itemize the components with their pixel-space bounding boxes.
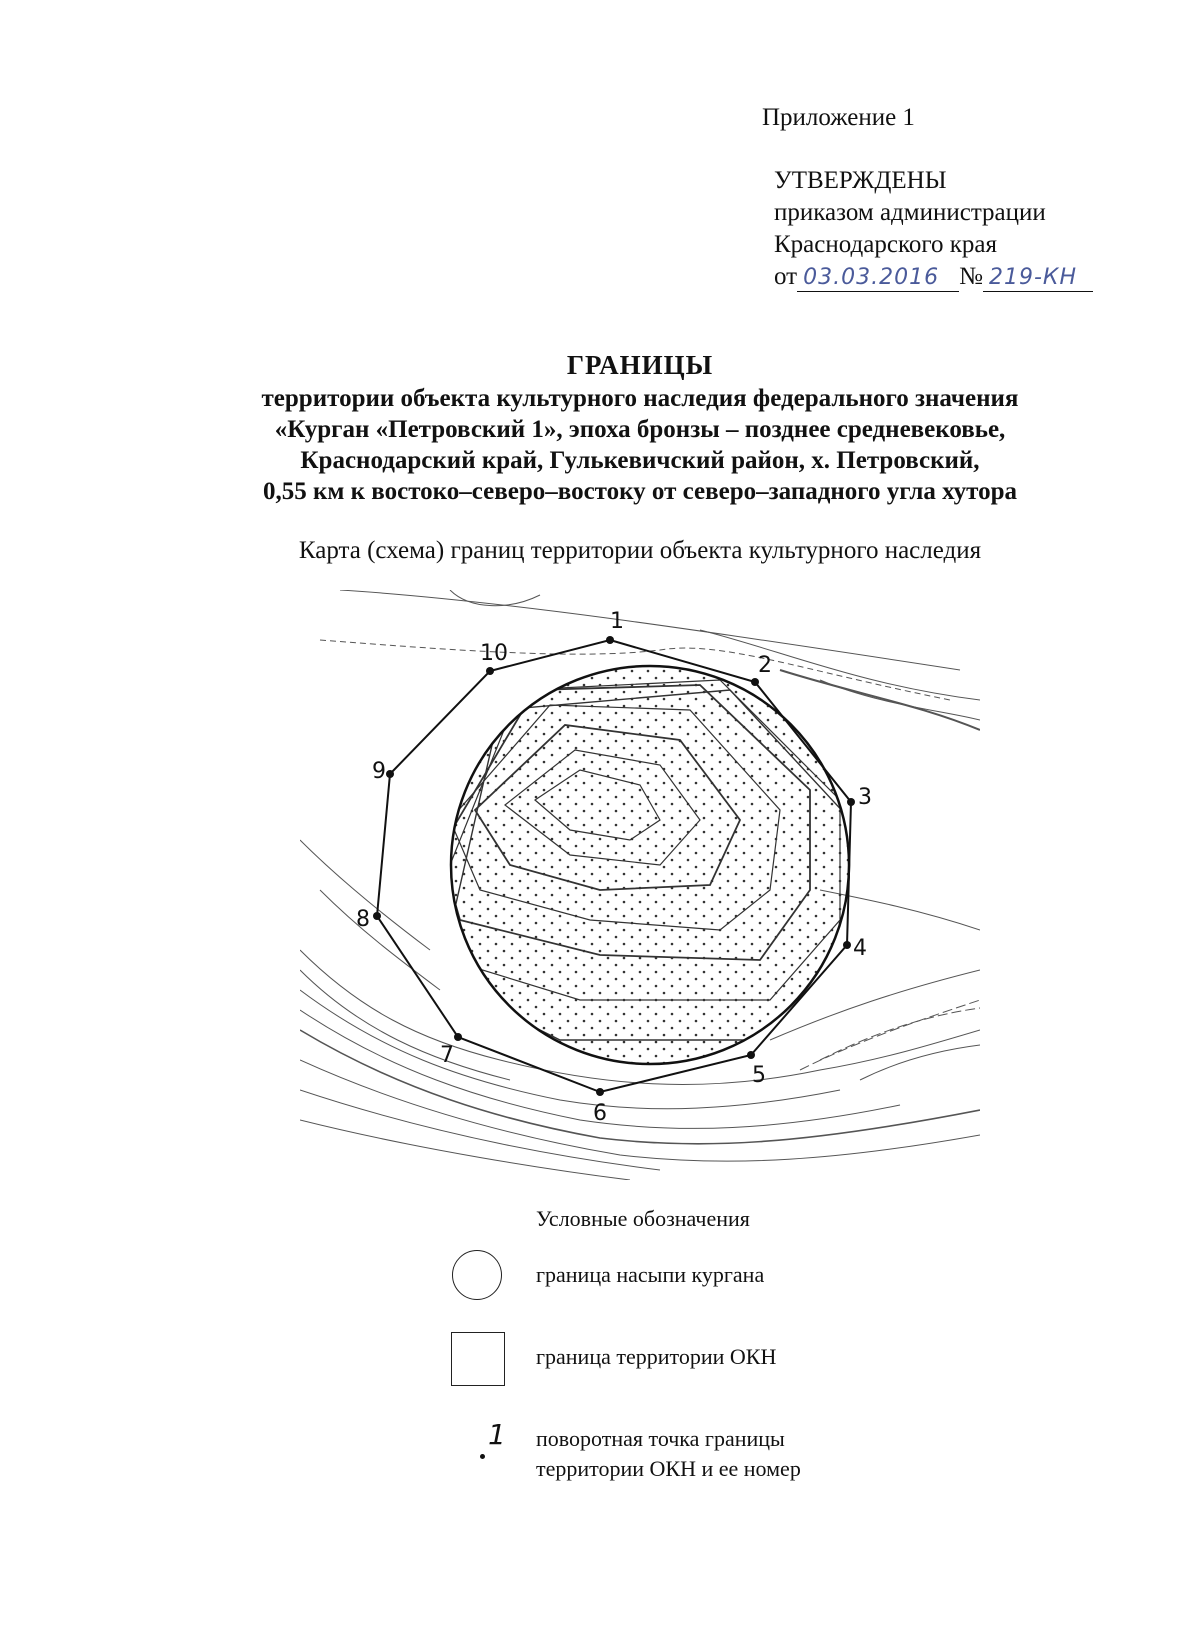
approval-block	[774, 165, 1093, 293]
turning-point-10	[486, 667, 494, 675]
point-label-4: 4	[853, 936, 867, 961]
point-label-9: 9	[372, 759, 386, 784]
turning-point-1	[606, 636, 614, 644]
point-example-number: 1	[488, 1418, 506, 1451]
title-line: 0,55 км к востоко–северо–востоку от северо–западного угла хутора	[262, 478, 1018, 505]
title-line: Краснодарский край, Гулькевичский район, х. Петровский,	[300, 447, 980, 474]
approval-date-line	[774, 261, 1093, 293]
point-label-5: 5	[752, 1063, 766, 1088]
square-icon	[451, 1332, 505, 1386]
turning-point-5	[747, 1051, 755, 1059]
point-label-2: 2	[758, 653, 772, 678]
title-main: ГРАНИЦЫ	[566, 350, 714, 380]
circle-icon	[452, 1250, 502, 1300]
handwritten-number: 219-КН	[988, 265, 1078, 290]
boundary-map	[300, 590, 980, 1180]
legend-item-turning-point	[536, 1424, 801, 1484]
turning-point-8	[373, 912, 381, 920]
approved-heading: УТВЕРЖДЕНЫ	[774, 167, 947, 194]
legend-title: Условные обозначения	[536, 1206, 750, 1231]
turning-point-9	[386, 770, 394, 778]
legend-item-mound: граница насыпи кургана	[536, 1262, 765, 1287]
document-title	[0, 350, 1200, 507]
point-marker-icon	[478, 1418, 510, 1466]
point-label-7: 7	[440, 1043, 454, 1068]
handwritten-date: 03.03.2016	[803, 265, 940, 290]
point-label-8: 8	[356, 907, 370, 932]
approved-region-line: Краснодарского края	[774, 231, 997, 258]
map-subtitle: Карта (схема) границ территории объекта культурного наследия	[298, 537, 982, 564]
point-label-1: 1	[610, 609, 624, 634]
point-dot	[480, 1454, 485, 1459]
turning-point-3	[847, 798, 855, 806]
legend-point-line: территории ОКН и ее номер	[536, 1456, 801, 1481]
approved-by-line: приказом администрации	[774, 199, 1046, 226]
legend-item-territory: граница территории ОКН	[536, 1344, 777, 1369]
appendix-label: Приложение 1	[762, 104, 915, 131]
date-prefix: от	[774, 263, 798, 290]
title-line: «Курган «Петровский 1», эпоха бронзы – позднее средневековье,	[274, 416, 1006, 443]
legend-point-line: поворотная точка границы	[536, 1426, 785, 1451]
turning-point-4	[843, 941, 851, 949]
turning-point-2	[751, 678, 759, 686]
title-line: территории объекта культурного наследия федерального значения	[261, 385, 1019, 412]
turning-point-6	[596, 1088, 604, 1096]
point-label-10: 10	[480, 641, 508, 666]
turning-point-7	[454, 1033, 462, 1041]
point-label-3: 3	[858, 785, 872, 810]
mound-relief	[440, 660, 860, 1080]
number-prefix: №	[959, 263, 983, 290]
point-label-6: 6	[593, 1101, 607, 1126]
